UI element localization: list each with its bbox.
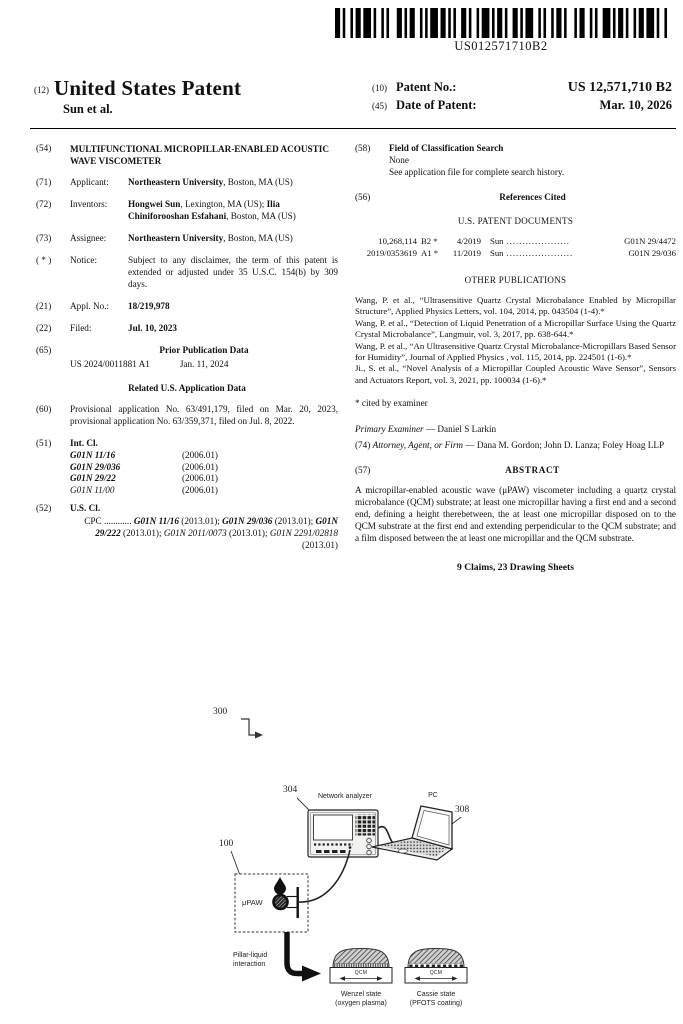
abstract-heading: ABSTRACT bbox=[505, 465, 560, 476]
abstract-heading-row bbox=[355, 465, 676, 477]
inventors-label: Inventors: bbox=[70, 199, 108, 210]
tag-57: (57) bbox=[355, 465, 371, 476]
primary-examiner: Primary Examiner — Daniel S Larkin bbox=[355, 424, 497, 435]
tag-22: (22) bbox=[36, 322, 52, 333]
int-cl-item: G01N 11/00 (2006.01) bbox=[70, 485, 218, 496]
notice-label: Notice: bbox=[70, 255, 98, 266]
left-column bbox=[36, 143, 338, 574]
related-text: Provisional application No. 63/491,179, filed on Mar. 20, 2023, provisional application No. 63/359,371, filed on Jul. 8, 2022. bbox=[70, 403, 338, 426]
filed-value: Jul. 10, 2023 bbox=[128, 322, 178, 333]
date-row bbox=[372, 98, 672, 113]
first-named-inventor: Sun et al. bbox=[63, 102, 113, 116]
tag-73: (73) bbox=[36, 233, 52, 244]
upaw-device-label: μPAW bbox=[242, 898, 263, 907]
cassie-caption: Cassie state (PFOTS coating) bbox=[409, 991, 463, 1007]
publication-item: Ji., S. et al., “Novel Analysis of a Micropillar Coupled Acoustic Wave Sensor”, Sensors and Actuators Report, vol. 3, 2021, pp. 100034 (1-6).* bbox=[355, 363, 676, 385]
ref-308: 308 bbox=[455, 805, 470, 815]
header-right bbox=[372, 80, 672, 117]
patent-no-tag: (10) bbox=[372, 83, 387, 93]
tag-56: (56) bbox=[355, 191, 371, 202]
int-cl-item: G01N 29/22 (2006.01) bbox=[70, 473, 218, 484]
field-line2: See application file for complete search history. bbox=[389, 166, 565, 177]
ref-304: 304 bbox=[283, 785, 298, 795]
field-heading: Field of Classification Search bbox=[389, 143, 504, 153]
header bbox=[34, 76, 672, 117]
kind-code-tag: (12) bbox=[34, 85, 49, 95]
publication-item: Wang, P. et al., “Ultrasensitive Quartz Crystal Microbalance Enabled by Micropillar Structure”, Applied Physics Letters, vol. 104, 2014, pp. 043504 (1-4).* bbox=[355, 294, 676, 317]
tag-71: (71) bbox=[36, 177, 52, 188]
prior-pub-heading: Prior Publication Data bbox=[159, 344, 249, 355]
ref-300: 300 bbox=[213, 707, 228, 717]
appl-no-value: 18/219,978 bbox=[128, 300, 170, 311]
int-cl-heading: Int. Cl. bbox=[70, 437, 98, 448]
tag-58: (58) bbox=[355, 143, 371, 153]
figure-300 bbox=[0, 700, 683, 1024]
pillar-liquid-interaction-label: Pillar-liquid interaction bbox=[233, 952, 268, 968]
section-notice bbox=[36, 255, 338, 291]
patent-doc-row: 10,268,114 B2 * 4/2019 Sun .................... G01N 29/4472 bbox=[378, 235, 676, 246]
field-line1: None bbox=[389, 154, 409, 165]
applicant-label: Applicant: bbox=[70, 177, 109, 188]
cpc-text: CPC ............ G01N 11/16 (2013.01); G01N 29/036 (2013.01); G01N 29/222 (2013.01); G01N 2011/0073 (2013.01); G01N 2291/02818 (2013.01) bbox=[84, 516, 338, 551]
tag-60: (60) bbox=[36, 403, 52, 414]
qcm-label-wenzel: QCM bbox=[354, 969, 368, 976]
publication-item: Wang, P. et al., “An Ultrasensitive Quartz Crystal Microbalance-Micropillars Based Sensor for Humidity”, Journal of Applied Physics , vol. 115, 2014, pp. 224501 (1-6).* bbox=[355, 340, 676, 362]
assignee-value: Northeastern University, Boston, MA (US) bbox=[128, 233, 293, 244]
date-label: Date of Patent: bbox=[396, 98, 477, 112]
publication-item: Wang, P. et al., “Detection of Liquid Penetration of a Micropillar Surface Using the Quartz Crystal Microbalance”, Langmuir, vol. 3, 2017, pp. 638-644.* bbox=[355, 317, 676, 340]
section-field-58 bbox=[355, 143, 676, 179]
section-applicant-71 bbox=[36, 177, 338, 189]
section-related-60 bbox=[36, 404, 338, 428]
related-data-heading: Related U.S. Application Data bbox=[128, 382, 246, 393]
patent-no-value: US 12,571,710 B2 bbox=[567, 80, 672, 95]
tag-72: (72) bbox=[36, 199, 52, 210]
int-cl-item: G01N 29/036 (2006.01) bbox=[70, 461, 218, 472]
filed-label: Filed: bbox=[70, 322, 92, 333]
prior-pub-date: Jan. 11, 2024 bbox=[179, 358, 229, 369]
us-docs-heading: U.S. PATENT DOCUMENTS bbox=[457, 215, 574, 226]
two-column-body bbox=[36, 143, 676, 574]
barcode-text: US012571710B2 bbox=[454, 39, 548, 53]
section-title-54 bbox=[36, 143, 338, 167]
barcode-icon bbox=[335, 8, 667, 38]
qcm-label-cassie: QCM bbox=[429, 969, 443, 976]
pc-label: PC bbox=[428, 792, 438, 799]
patent-doc-row: 2019/0353619 A1 * 11/2019 Sun ..................... G01N 29/036 bbox=[366, 247, 676, 258]
header-divider bbox=[30, 128, 676, 129]
section-prior-pub-65 bbox=[36, 345, 338, 371]
patent-no-label: Patent No.: bbox=[396, 80, 457, 94]
inventors-value: Hongwei Sun, Lexington, MA (US); Ilia Chiniforooshan Esfahani, Boston, MA (US) bbox=[128, 199, 296, 222]
right-column bbox=[355, 143, 676, 574]
section-us-cl-52 bbox=[36, 503, 338, 552]
claims-line: 9 Claims, 23 Drawing Sheets bbox=[457, 561, 574, 573]
notice-text: Subject to any disclaimer, the term of this patent is extended or adjusted under 35 U.S.C. 154(b) by 309 days. bbox=[128, 255, 338, 289]
invention-title: MULTIFUNCTIONAL MICROPILLAR-ENABLED ACOUSTIC WAVE VISCOMETER bbox=[70, 144, 329, 167]
date-value: Mar. 10, 2026 bbox=[599, 98, 672, 112]
section-assignee-73 bbox=[36, 233, 338, 245]
references-heading: References Cited bbox=[499, 191, 566, 202]
wenzel-caption: Wenzel state (oxygen plasma) bbox=[335, 991, 387, 1007]
ref-100: 100 bbox=[219, 839, 234, 849]
other-pubs-heading: OTHER PUBLICATIONS bbox=[464, 275, 567, 286]
int-cl-item: G01N 11/16 (2006.01) bbox=[70, 449, 218, 460]
tag-65: (65) bbox=[36, 344, 52, 355]
section-filed-22 bbox=[36, 323, 338, 335]
attorney-agent-firm: (74) Attorney, Agent, or Firm — Dana M. Gordon; John D. Lanza; Foley Hoag LLP bbox=[355, 440, 665, 451]
network-analyzer-label: Network analyzer bbox=[317, 793, 373, 800]
us-cl-heading: U.S. Cl. bbox=[70, 503, 101, 514]
applicant-value: Northeastern University, Boston, MA (US) bbox=[128, 177, 293, 188]
appl-no-label: Appl. No.: bbox=[70, 300, 110, 311]
section-appl-no-21 bbox=[36, 301, 338, 313]
cited-by-examiner: * cited by examiner bbox=[355, 398, 428, 409]
tag-52: (52) bbox=[36, 503, 52, 514]
tag-21: (21) bbox=[36, 300, 52, 311]
tag-54: (54) bbox=[36, 143, 52, 153]
page-title: United States Patent bbox=[54, 76, 242, 100]
header-left bbox=[34, 76, 241, 117]
tag-asterisk: ( * ) bbox=[36, 255, 52, 266]
date-tag: (45) bbox=[372, 101, 387, 111]
abstract-text: A micropillar-enabled acoustic wave (μPAW) viscometer including a quartz crystal microbalance (QCM) substrate; at least one micropillar having a first end and a second end, defining a height therebetween, the at least one micropillar disposed on to the QCM substrate at the first end and extending perpendicular to the QCM substrate; and a film disposed between the at least one micropillar and the QCM substrate. bbox=[355, 485, 676, 543]
section-int-cl-51 bbox=[36, 438, 338, 498]
section-inventors-72 bbox=[36, 199, 338, 223]
section-references-56 bbox=[355, 192, 676, 204]
assignee-label: Assignee: bbox=[70, 233, 107, 244]
patent-no-row bbox=[372, 80, 672, 96]
barcode-block bbox=[335, 8, 667, 54]
tag-51: (51) bbox=[36, 437, 52, 448]
prior-pub-number: US 2024/0011881 A1 bbox=[70, 358, 150, 369]
